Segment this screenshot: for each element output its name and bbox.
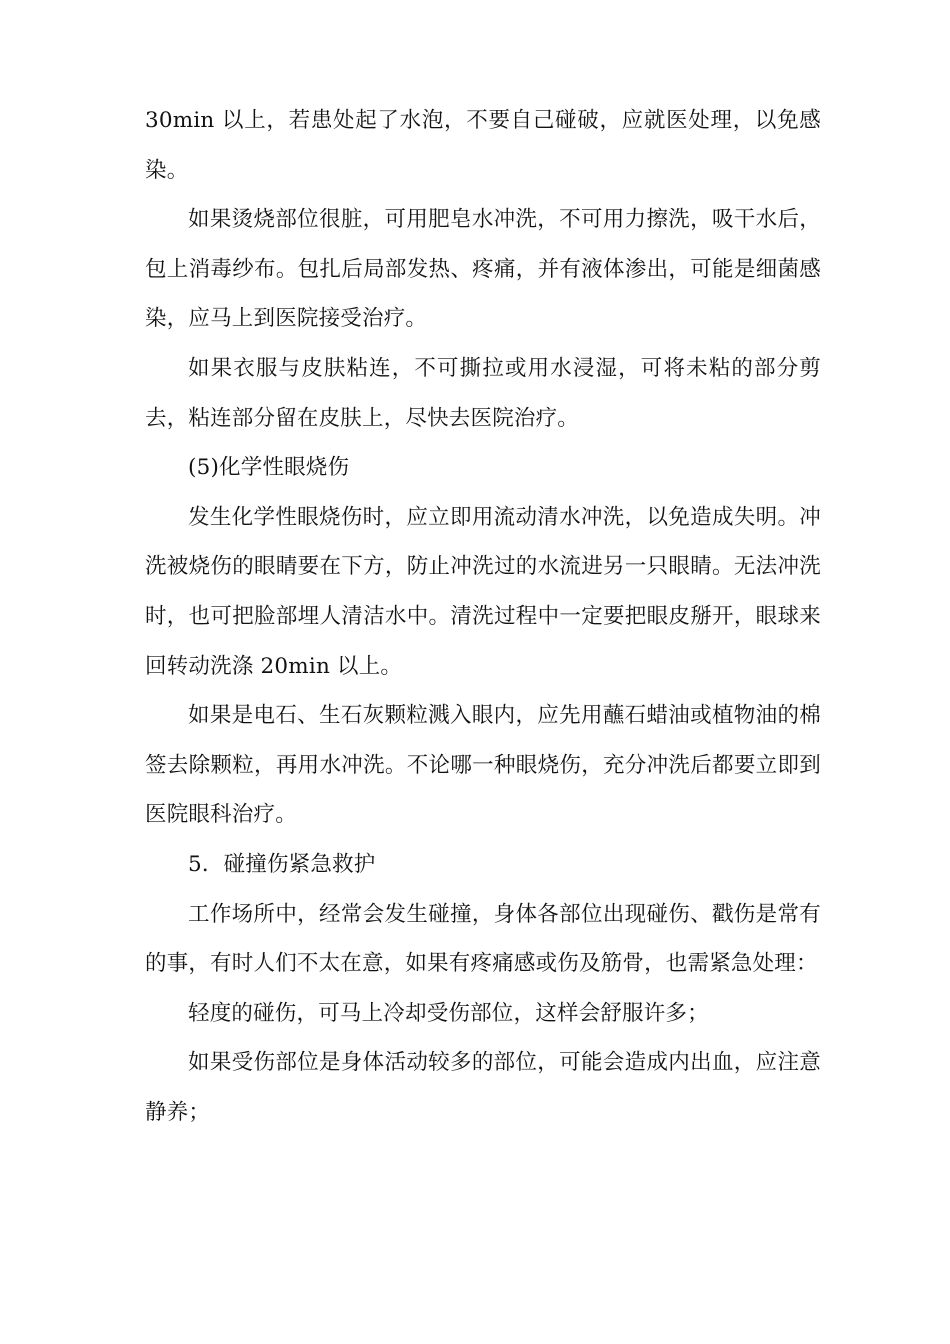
paragraph-dirty-burn: 如果烫烧部位很脏，可用肥皂水冲洗，不可用力擦洗，吸干水后，包上消毒纱布。包扎后局部发热、疼痛，并有液体渗出，可能是细菌感染，应马上到医院接受治疗。 <box>145 207 821 332</box>
paragraph-lime-particles: 如果是电石、生石灰颗粒溅入眼内，应先用蘸石蜡油或植物油的棉签去除颗粒，再用水冲洗。不论哪一种眼烧伤，充分冲洗后都要立即到医院眼科治疗。 <box>145 703 821 828</box>
paragraph-clothing-adhesion: 如果衣服与皮肤粘连，不可撕拉或用水浸湿，可将未粘的部分剪去，粘连部分留在皮肤上，尽快去医院治疗。 <box>145 355 821 431</box>
section-heading-chemical-eye-burn: (5)化学性眼烧伤 <box>188 455 350 481</box>
section-heading-collision-injury: 5．碰撞伤紧急救护 <box>188 851 376 877</box>
paragraph-workplace-collision: 工作场所中，经常会发生碰撞，身体各部位出现碰伤、戳伤是常有的事，有时人们不太在意，如果有疼痛感或伤及筋骨，也需紧急处理： <box>145 901 821 977</box>
paragraph-internal-bleeding: 如果受伤部位是身体活动较多的部位，可能会造成内出血，应注意静养； <box>145 1050 821 1125</box>
document-page <box>145 96 821 1137</box>
paragraph-burn-blister: 30min 以上，若患处起了水泡，不要自己碰破，应就医处理，以免感染。 <box>145 108 821 183</box>
paragraph-eye-rinse: 发生化学性眼烧伤时，应立即用流动清水冲洗，以免造成失明。冲洗被烧伤的眼睛要在下方，防止冲洗过的水流进另一只眼睛。无法冲洗时，也可把脸部埋人清洁水中。清洗过程中一定要把眼皮掰开，眼球来回转动洗涤 20min 以上。 <box>145 504 821 679</box>
paragraph-mild-bruise: 轻度的碰伤，可马上冷却受伤部位，这样会舒服许多； <box>188 1000 709 1026</box>
